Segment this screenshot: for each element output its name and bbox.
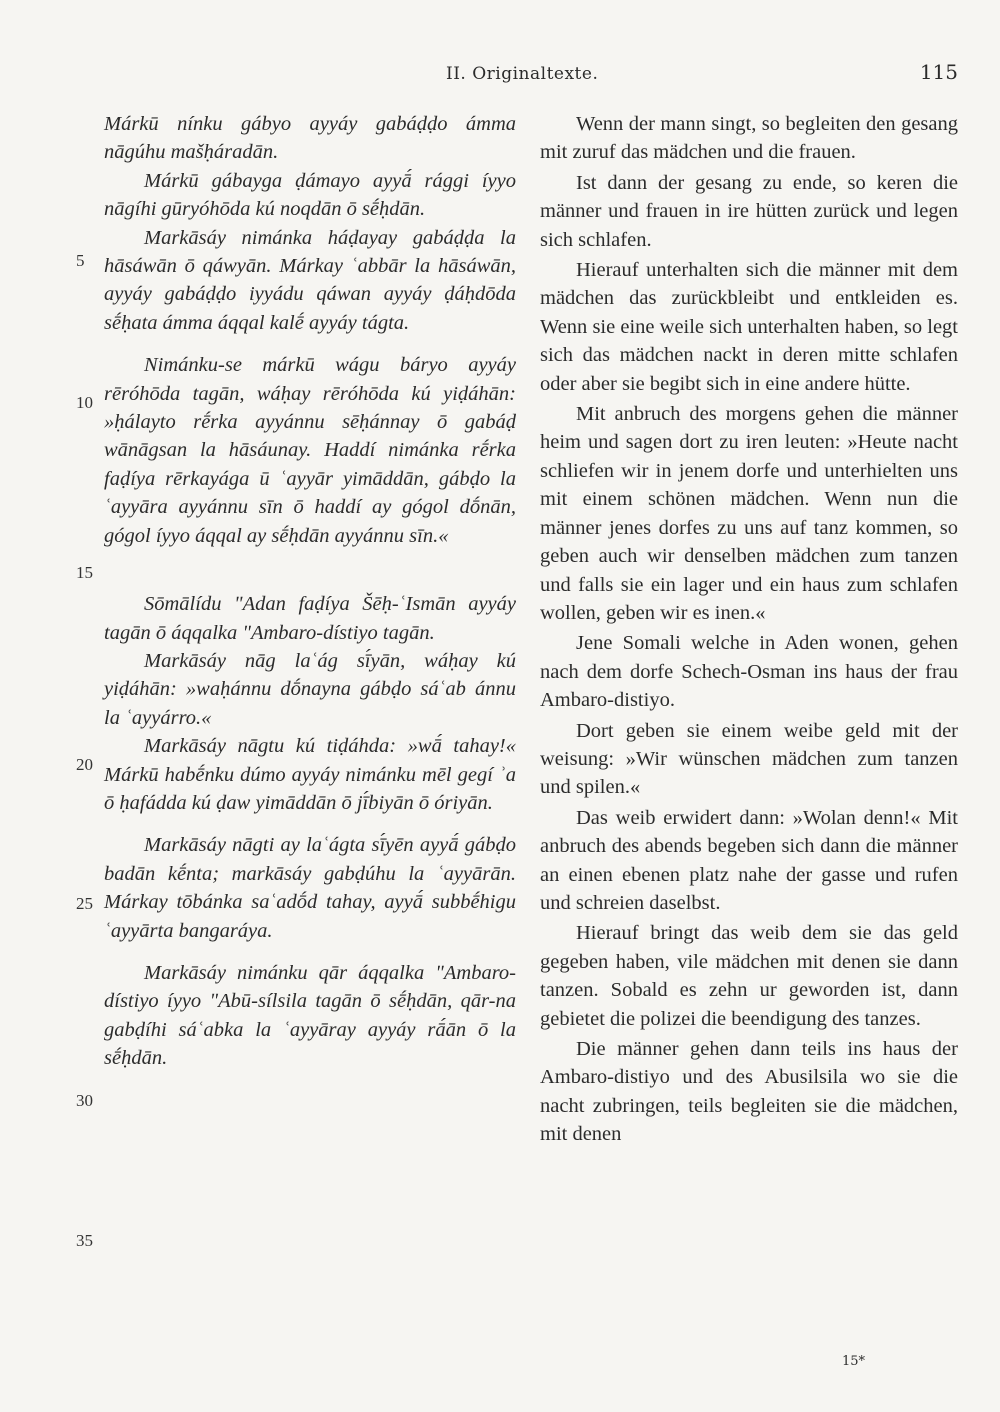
somali-paragraph: Markāsáy nāgti ay laʿágta sī́yēn ayyā́ gábḍo badān kḗnta; markāsáy gabḍúhu la ʿayyārān. Márkay tōbánka saʿadṓd tahay, ayyā́ subbḗhigu ʿayyārta bangaráya. [104, 834, 516, 942]
page-number: 115 [919, 60, 958, 84]
somali-paragraph: Nimánku-se márkū wágu báryo ayyáy rēróhōda tagān, wáḥay rēróhōda kú yiḍáhān: »ḥálayto rḗrka ayyánnu sēḥánnay ō gabáḍ wānāgsan la hāsáunay. Haddí nimánka rḗrka faḍíya rērkayága ū ʿayyār yimāddān, gábḍo la ʿayyāra ayyánnu sīn ō haddí ay gógol dṓnān, gógol íyyo áqqal ay sḗḥdān ayyánnu sīn.« [104, 354, 516, 547]
somali-paragraph: Markāsáy nimánka háḍayay gabáḍḍa la hāsáwān ō qáwyān. Márkay ʿabbār la hāsáwān, ayyáy gabáḍḍo iyyádu qáwan ayyáy ḍáḥdōda sḗḥata ámma áqqal kalḗ ayyáy tágta. [104, 226, 516, 334]
signature-mark: 15* [842, 1354, 866, 1369]
line-number: 25 [76, 894, 93, 913]
somali-paragraph: Márkū gábayga ḍámayo ayyā́ rággi íyyo nāgíhi gūryóhōda kú noqdān ō sḗḥdān. [104, 169, 516, 221]
somali-paragraph: Markāsáy nāg laʿág sī́yān, wáḥay kú yiḍáhān: »waḥánnu dṓnayna gábḍo sáʿab ánnu la ʿayyárro.« [104, 649, 516, 729]
german-paragraph: Mit anbruch des morgens gehen die männer heim und sagen dort zu iren leuten: »Heute nacht schliefen wir in jenem dorfe und unterhielten uns mit einem schönen mädchen. Wenn nun die männer jenes dorfes zu uns auf tanz kommen, so geben auch wir denselben mädchen zum tanzen und falls sie ein lager und ein haus zum schlafen wollen, geben wir es inen.« [540, 403, 958, 624]
somali-paragraph: Markāsáy nimánku qār áqqalka ʺAmbaro-dístiyo íyyo ʺAbū-sílsila tagān ō sḗḥdān, qār-na gabḍíhi sáʿabka la ʿayyāray ayyáy rā́ān ō la sḗḥdān. [104, 961, 516, 1070]
line-number: 10 [76, 393, 93, 412]
somali-paragraph: Márkū nínku gábyo ayyáy gabáḍḍo ámma nāgúhu mašḥáradān. [104, 113, 516, 164]
german-paragraph: Das weib erwidert dann: »Wolan denn!« Mit anbruch des abends begeben sich dann die männer an einen ebenen platz nahe der gasse und rufen und schreien daselbst. [540, 806, 958, 914]
line-number: 15 [76, 563, 93, 582]
line-number: 30 [76, 1091, 93, 1110]
line-number: 20 [76, 755, 93, 774]
german-paragraph: Jene Somali welche in Aden wonen, gehen nach dem dorfe Schech-Osman ins haus der frau Ambaro-distiyo. [540, 632, 958, 712]
german-paragraph: Ist dann der gesang zu ende, so keren die männer und frauen in ire hütten zurück und legen sich schlafen. [540, 171, 958, 251]
german-paragraph: Hierauf bringt das weib dem sie das geld gegeben haben, vile mädchen mit denen sie dann tanzen. Sobald es zehn ur geworden ist, dann gebietet die polizei die beendigung des tanzes. [540, 922, 958, 1030]
german-paragraph: Die männer gehen dann teils ins haus der Ambaro-distiyo und des Abusilsila wo sie die nacht zubringen, teils begleiten sie die mädchen, mit denen [540, 1038, 958, 1146]
german-paragraph: Wenn der mann singt, so begleiten den gesang mit zuruf das mädchen und die frauen. [540, 113, 958, 164]
german-paragraph: Dort geben sie einem weibe geld mit der weisung: »Wir wünschen mädchen zum tanzen und spilen.« [540, 719, 958, 799]
somali-paragraph: Markāsáy nāgtu kú tiḍáhda: »wā́ tahay!« Márkū habḗnku dúmo ayyáy nimánku mēl gegí ʾa ō ḥafádda kú ḍaw yimāddān ō jī́biyān ō óriyān. [104, 735, 516, 814]
line-number: 35 [76, 1231, 93, 1250]
somali-paragraph: Sōmālídu ʺAdan faḍíya Šēḥ-ʿIsmān ayyáy tagān ō áqqalka ʺAmbaro-dístiyo tagān. [104, 593, 516, 644]
german-translation-column [540, 110, 958, 1151]
running-title: II. Originaltexte. [446, 64, 599, 84]
german-paragraph: Hierauf unterhalten sich die männer mit dem mädchen das zurückbleibt und entkleiden es. Wenn sie eine weile sich unterhalten haben, so legt sich das mädchen nackt in deren mitte schlafen oder aber sie begibt sich in eine andere hütte. [540, 259, 958, 395]
somali-text-column [104, 110, 516, 1073]
line-number: 5 [76, 251, 85, 270]
running-header [0, 60, 1000, 90]
